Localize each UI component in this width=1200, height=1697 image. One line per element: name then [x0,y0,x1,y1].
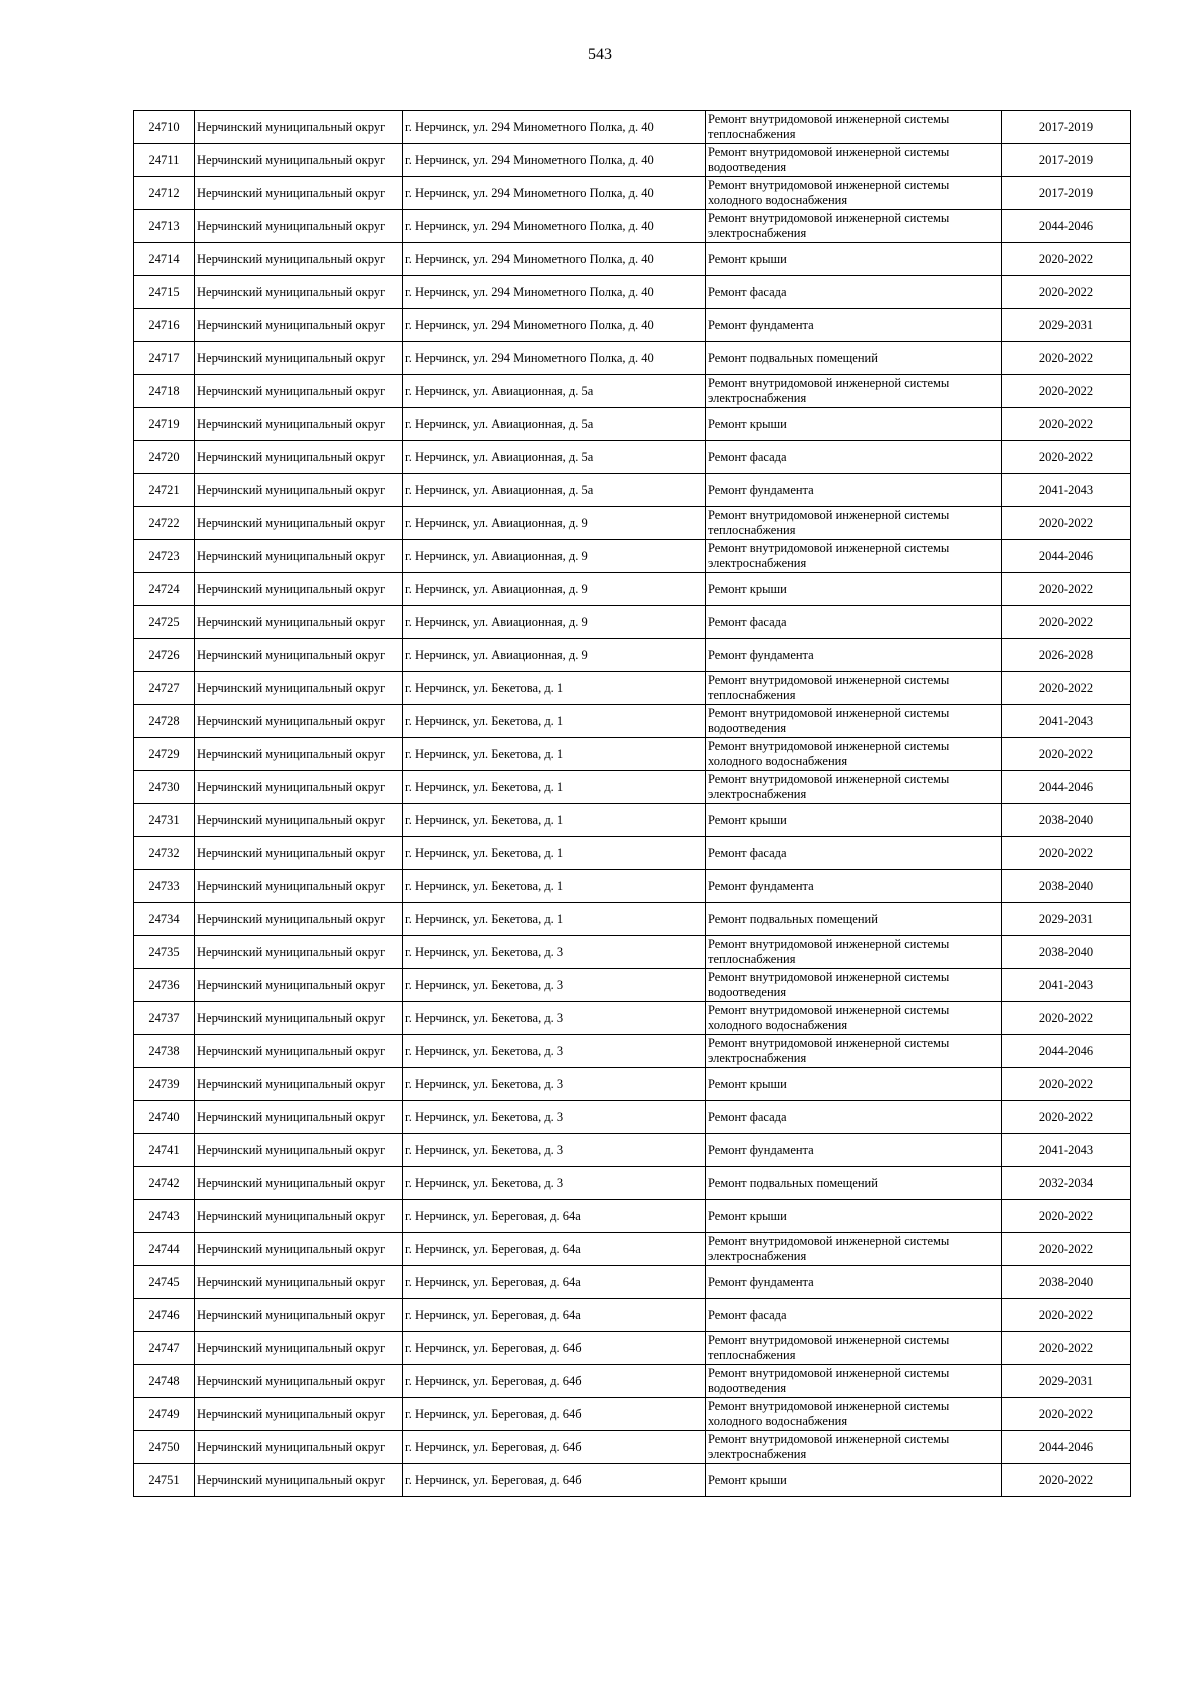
period-cell: 2020-2022 [1002,507,1131,540]
period-cell: 2029-2031 [1002,1365,1131,1398]
row-number-cell: 24741 [134,1134,195,1167]
municipality-cell: Нерчинский муниципальный округ [195,1431,403,1464]
row-number-cell: 24733 [134,870,195,903]
municipality-cell: Нерчинский муниципальный округ [195,771,403,804]
period-cell: 2020-2022 [1002,837,1131,870]
municipality-cell: Нерчинский муниципальный округ [195,507,403,540]
address-cell: г. Нерчинск, ул. Бекетова, д. 1 [403,837,706,870]
address-cell: г. Нерчинск, ул. Береговая, д. 64б [403,1431,706,1464]
work-type-cell: Ремонт фасада [706,276,1002,309]
address-cell: г. Нерчинск, ул. Бекетова, д. 3 [403,1068,706,1101]
municipality-cell: Нерчинский муниципальный округ [195,243,403,276]
municipality-cell: Нерчинский муниципальный округ [195,903,403,936]
row-number-cell: 24711 [134,144,195,177]
work-type-cell: Ремонт крыши [706,1068,1002,1101]
period-cell: 2020-2022 [1002,1233,1131,1266]
work-type-cell: Ремонт внутридомовой инженерной системы водоотведения [706,969,1002,1002]
address-cell: г. Нерчинск, ул. Береговая, д. 64б [403,1332,706,1365]
address-cell: г. Нерчинск, ул. Авиационная, д. 5а [403,375,706,408]
address-cell: г. Нерчинск, ул. Бекетова, д. 1 [403,771,706,804]
municipality-cell: Нерчинский муниципальный округ [195,936,403,969]
row-number-cell: 24749 [134,1398,195,1431]
address-cell: г. Нерчинск, ул. Береговая, д. 64б [403,1365,706,1398]
municipality-cell: Нерчинский муниципальный округ [195,375,403,408]
municipality-cell: Нерчинский муниципальный округ [195,870,403,903]
row-number-cell: 24740 [134,1101,195,1134]
table-row [134,705,1131,738]
municipality-cell: Нерчинский муниципальный округ [195,177,403,210]
table-row [134,1332,1131,1365]
address-cell: г. Нерчинск, ул. Бекетова, д. 1 [403,672,706,705]
period-cell: 2020-2022 [1002,738,1131,771]
address-cell: г. Нерчинск, ул. Авиационная, д. 5а [403,408,706,441]
table-row [134,441,1131,474]
row-number-cell: 24721 [134,474,195,507]
work-type-cell: Ремонт фундамента [706,1266,1002,1299]
row-number-cell: 24745 [134,1266,195,1299]
table-row [134,1365,1131,1398]
work-type-cell: Ремонт фундамента [706,870,1002,903]
address-cell: г. Нерчинск, ул. Авиационная, д. 5а [403,474,706,507]
period-cell: 2044-2046 [1002,540,1131,573]
work-type-cell: Ремонт внутридомовой инженерной системы теплоснабжения [706,936,1002,969]
row-number-cell: 24738 [134,1035,195,1068]
period-cell: 2020-2022 [1002,1398,1131,1431]
table-row [134,573,1131,606]
address-cell: г. Нерчинск, ул. Бекетова, д. 3 [403,969,706,1002]
address-cell: г. Нерчинск, ул. Береговая, д. 64а [403,1233,706,1266]
table-row [134,375,1131,408]
table-row [134,540,1131,573]
table-row [134,738,1131,771]
work-type-cell: Ремонт внутридомовой инженерной системы электроснабжения [706,771,1002,804]
work-type-cell: Ремонт крыши [706,243,1002,276]
table-row [134,870,1131,903]
period-cell: 2032-2034 [1002,1167,1131,1200]
address-cell: г. Нерчинск, ул. Авиационная, д. 9 [403,606,706,639]
period-cell: 2020-2022 [1002,1002,1131,1035]
municipality-cell: Нерчинский муниципальный округ [195,1233,403,1266]
address-cell: г. Нерчинск, ул. Бекетова, д. 1 [403,870,706,903]
table-row [134,606,1131,639]
work-type-cell: Ремонт подвальных помещений [706,342,1002,375]
row-number-cell: 24727 [134,672,195,705]
address-cell: г. Нерчинск, ул. Бекетова, д. 1 [403,903,706,936]
table-row [134,210,1131,243]
municipality-cell: Нерчинский муниципальный округ [195,1398,403,1431]
work-type-cell: Ремонт фасада [706,441,1002,474]
address-cell: г. Нерчинск, ул. Береговая, д. 64а [403,1266,706,1299]
municipality-cell: Нерчинский муниципальный округ [195,342,403,375]
row-number-cell: 24743 [134,1200,195,1233]
row-number-cell: 24744 [134,1233,195,1266]
address-cell: г. Нерчинск, ул. Авиационная, д. 9 [403,507,706,540]
work-type-cell: Ремонт внутридомовой инженерной системы электроснабжения [706,1431,1002,1464]
municipality-cell: Нерчинский муниципальный округ [195,738,403,771]
municipality-cell: Нерчинский муниципальный округ [195,276,403,309]
municipality-cell: Нерчинский муниципальный округ [195,804,403,837]
row-number-cell: 24751 [134,1464,195,1497]
period-cell: 2038-2040 [1002,870,1131,903]
address-cell: г. Нерчинск, ул. Бекетова, д. 3 [403,1002,706,1035]
table-row [134,243,1131,276]
row-number-cell: 24730 [134,771,195,804]
table-row [134,969,1131,1002]
period-cell: 2020-2022 [1002,441,1131,474]
municipality-cell: Нерчинский муниципальный округ [195,309,403,342]
row-number-cell: 24724 [134,573,195,606]
table-row [134,1068,1131,1101]
table-row [134,111,1131,144]
address-cell: г. Нерчинск, ул. Бекетова, д. 3 [403,1134,706,1167]
row-number-cell: 24739 [134,1068,195,1101]
table-row [134,1002,1131,1035]
row-number-cell: 24735 [134,936,195,969]
period-cell: 2041-2043 [1002,474,1131,507]
work-type-cell: Ремонт крыши [706,1464,1002,1497]
table-row [134,837,1131,870]
period-cell: 2044-2046 [1002,210,1131,243]
work-type-cell: Ремонт фундамента [706,639,1002,672]
table-row [134,474,1131,507]
work-type-cell: Ремонт внутридомовой инженерной системы теплоснабжения [706,507,1002,540]
period-cell: 2038-2040 [1002,936,1131,969]
row-number-cell: 24714 [134,243,195,276]
row-number-cell: 24710 [134,111,195,144]
row-number-cell: 24736 [134,969,195,1002]
work-type-cell: Ремонт внутридомовой инженерной системы холодного водоснабжения [706,1002,1002,1035]
row-number-cell: 24713 [134,210,195,243]
work-type-cell: Ремонт внутридомовой инженерной системы холодного водоснабжения [706,1398,1002,1431]
table-row [134,177,1131,210]
row-number-cell: 24716 [134,309,195,342]
row-number-cell: 24732 [134,837,195,870]
period-cell: 2017-2019 [1002,144,1131,177]
repair-schedule-table [133,110,1131,1497]
address-cell: г. Нерчинск, ул. Бекетова, д. 3 [403,1101,706,1134]
municipality-cell: Нерчинский муниципальный округ [195,1134,403,1167]
period-cell: 2020-2022 [1002,606,1131,639]
period-cell: 2038-2040 [1002,804,1131,837]
municipality-cell: Нерчинский муниципальный округ [195,1200,403,1233]
address-cell: г. Нерчинск, ул. Авиационная, д. 9 [403,639,706,672]
work-type-cell: Ремонт фасада [706,606,1002,639]
row-number-cell: 24720 [134,441,195,474]
row-number-cell: 24750 [134,1431,195,1464]
address-cell: г. Нерчинск, ул. Бекетова, д. 1 [403,804,706,837]
municipality-cell: Нерчинский муниципальный округ [195,144,403,177]
period-cell: 2041-2043 [1002,969,1131,1002]
municipality-cell: Нерчинский муниципальный округ [195,1002,403,1035]
period-cell: 2017-2019 [1002,177,1131,210]
work-type-cell: Ремонт крыши [706,573,1002,606]
municipality-cell: Нерчинский муниципальный округ [195,1035,403,1068]
period-cell: 2044-2046 [1002,1431,1131,1464]
municipality-cell: Нерчинский муниципальный округ [195,705,403,738]
municipality-cell: Нерчинский муниципальный округ [195,837,403,870]
municipality-cell: Нерчинский муниципальный округ [195,408,403,441]
work-type-cell: Ремонт фасада [706,1101,1002,1134]
municipality-cell: Нерчинский муниципальный округ [195,639,403,672]
table-row [134,1101,1131,1134]
period-cell: 2044-2046 [1002,771,1131,804]
table-row [134,936,1131,969]
work-type-cell: Ремонт внутридомовой инженерной системы электроснабжения [706,1035,1002,1068]
row-number-cell: 24726 [134,639,195,672]
row-number-cell: 24747 [134,1332,195,1365]
address-cell: г. Нерчинск, ул. 294 Минометного Полка, д. 40 [403,309,706,342]
period-cell: 2020-2022 [1002,342,1131,375]
period-cell: 2020-2022 [1002,1332,1131,1365]
page-number: 543 [588,46,612,63]
row-number-cell: 24728 [134,705,195,738]
period-cell: 2041-2043 [1002,1134,1131,1167]
row-number-cell: 24718 [134,375,195,408]
work-type-cell: Ремонт внутридомовой инженерной системы электроснабжения [706,375,1002,408]
work-type-cell: Ремонт внутридомовой инженерной системы водоотведения [706,144,1002,177]
work-type-cell: Ремонт фасада [706,837,1002,870]
table-row [134,771,1131,804]
row-number-cell: 24729 [134,738,195,771]
table-row [134,672,1131,705]
address-cell: г. Нерчинск, ул. Бекетова, д. 3 [403,936,706,969]
address-cell: г. Нерчинск, ул. Береговая, д. 64б [403,1464,706,1497]
table-row [134,342,1131,375]
period-cell: 2020-2022 [1002,1299,1131,1332]
period-cell: 2020-2022 [1002,243,1131,276]
period-cell: 2038-2040 [1002,1266,1131,1299]
work-type-cell: Ремонт внутридомовой инженерной системы холодного водоснабжения [706,738,1002,771]
row-number-cell: 24717 [134,342,195,375]
municipality-cell: Нерчинский муниципальный округ [195,441,403,474]
municipality-cell: Нерчинский муниципальный округ [195,111,403,144]
work-type-cell: Ремонт крыши [706,804,1002,837]
period-cell: 2020-2022 [1002,1068,1131,1101]
work-type-cell: Ремонт внутридомовой инженерной системы электроснабжения [706,210,1002,243]
municipality-cell: Нерчинский муниципальный округ [195,606,403,639]
period-cell: 2044-2046 [1002,1035,1131,1068]
address-cell: г. Нерчинск, ул. Береговая, д. 64а [403,1299,706,1332]
address-cell: г. Нерчинск, ул. Авиационная, д. 5а [403,441,706,474]
table-row [134,1200,1131,1233]
work-type-cell: Ремонт фундамента [706,309,1002,342]
period-cell: 2029-2031 [1002,309,1131,342]
municipality-cell: Нерчинский муниципальный округ [195,1167,403,1200]
work-type-cell: Ремонт фундамента [706,474,1002,507]
table-row [134,1035,1131,1068]
row-number-cell: 24731 [134,804,195,837]
municipality-cell: Нерчинский муниципальный округ [195,1365,403,1398]
address-cell: г. Нерчинск, ул. Береговая, д. 64а [403,1200,706,1233]
table-body [134,111,1131,1497]
work-type-cell: Ремонт внутридомовой инженерной системы электроснабжения [706,540,1002,573]
period-cell: 2026-2028 [1002,639,1131,672]
address-cell: г. Нерчинск, ул. Береговая, д. 64б [403,1398,706,1431]
table-row [134,1266,1131,1299]
municipality-cell: Нерчинский муниципальный округ [195,474,403,507]
table-row [134,507,1131,540]
work-type-cell: Ремонт внутридомовой инженерной системы электроснабжения [706,1233,1002,1266]
row-number-cell: 24748 [134,1365,195,1398]
work-type-cell: Ремонт фундамента [706,1134,1002,1167]
municipality-cell: Нерчинский муниципальный округ [195,1068,403,1101]
table-row [134,1431,1131,1464]
row-number-cell: 24712 [134,177,195,210]
period-cell: 2020-2022 [1002,1200,1131,1233]
work-type-cell: Ремонт крыши [706,408,1002,441]
municipality-cell: Нерчинский муниципальный округ [195,969,403,1002]
municipality-cell: Нерчинский муниципальный округ [195,573,403,606]
row-number-cell: 24722 [134,507,195,540]
address-cell: г. Нерчинск, ул. 294 Минометного Полка, д. 40 [403,276,706,309]
address-cell: г. Нерчинск, ул. Бекетова, д. 3 [403,1167,706,1200]
row-number-cell: 24715 [134,276,195,309]
table-row [134,1233,1131,1266]
address-cell: г. Нерчинск, ул. 294 Минометного Полка, д. 40 [403,144,706,177]
table-row [134,1299,1131,1332]
row-number-cell: 24746 [134,1299,195,1332]
address-cell: г. Нерчинск, ул. 294 Минометного Полка, д. 40 [403,243,706,276]
address-cell: г. Нерчинск, ул. Бекетова, д. 1 [403,705,706,738]
work-type-cell: Ремонт внутридомовой инженерной системы теплоснабжения [706,672,1002,705]
municipality-cell: Нерчинский муниципальный округ [195,1266,403,1299]
row-number-cell: 24719 [134,408,195,441]
table-row [134,144,1131,177]
work-type-cell: Ремонт внутридомовой инженерной системы холодного водоснабжения [706,177,1002,210]
address-cell: г. Нерчинск, ул. Авиационная, д. 9 [403,573,706,606]
address-cell: г. Нерчинск, ул. Бекетова, д. 1 [403,738,706,771]
row-number-cell: 24742 [134,1167,195,1200]
row-number-cell: 24723 [134,540,195,573]
work-type-cell: Ремонт фасада [706,1299,1002,1332]
work-type-cell: Ремонт крыши [706,1200,1002,1233]
table-row [134,639,1131,672]
period-cell: 2020-2022 [1002,573,1131,606]
municipality-cell: Нерчинский муниципальный округ [195,210,403,243]
address-cell: г. Нерчинск, ул. 294 Минометного Полка, д. 40 [403,210,706,243]
municipality-cell: Нерчинский муниципальный округ [195,672,403,705]
period-cell: 2020-2022 [1002,672,1131,705]
table-row [134,309,1131,342]
period-cell: 2020-2022 [1002,276,1131,309]
address-cell: г. Нерчинск, ул. 294 Минометного Полка, д. 40 [403,342,706,375]
municipality-cell: Нерчинский муниципальный округ [195,1464,403,1497]
period-cell: 2020-2022 [1002,1464,1131,1497]
period-cell: 2041-2043 [1002,705,1131,738]
period-cell: 2017-2019 [1002,111,1131,144]
table-row [134,1134,1131,1167]
table-row [134,1464,1131,1497]
period-cell: 2020-2022 [1002,375,1131,408]
work-type-cell: Ремонт внутридомовой инженерной системы теплоснабжения [706,1332,1002,1365]
table-row [134,1398,1131,1431]
row-number-cell: 24737 [134,1002,195,1035]
period-cell: 2020-2022 [1002,408,1131,441]
municipality-cell: Нерчинский муниципальный округ [195,1332,403,1365]
work-type-cell: Ремонт подвальных помещений [706,903,1002,936]
period-cell: 2029-2031 [1002,903,1131,936]
work-type-cell: Ремонт внутридомовой инженерной системы водоотведения [706,705,1002,738]
table-row [134,408,1131,441]
municipality-cell: Нерчинский муниципальный округ [195,1299,403,1332]
table-row [134,804,1131,837]
address-cell: г. Нерчинск, ул. Бекетова, д. 3 [403,1035,706,1068]
work-type-cell: Ремонт внутридомовой инженерной системы водоотведения [706,1365,1002,1398]
address-cell: г. Нерчинск, ул. Авиационная, д. 9 [403,540,706,573]
work-type-cell: Ремонт внутридомовой инженерной системы теплоснабжения [706,111,1002,144]
row-number-cell: 24734 [134,903,195,936]
period-cell: 2020-2022 [1002,1101,1131,1134]
work-type-cell: Ремонт подвальных помещений [706,1167,1002,1200]
address-cell: г. Нерчинск, ул. 294 Минометного Полка, д. 40 [403,177,706,210]
municipality-cell: Нерчинский муниципальный округ [195,1101,403,1134]
table-row [134,1167,1131,1200]
table-row [134,276,1131,309]
row-number-cell: 24725 [134,606,195,639]
address-cell: г. Нерчинск, ул. 294 Минометного Полка, д. 40 [403,111,706,144]
table-row [134,903,1131,936]
municipality-cell: Нерчинский муниципальный округ [195,540,403,573]
